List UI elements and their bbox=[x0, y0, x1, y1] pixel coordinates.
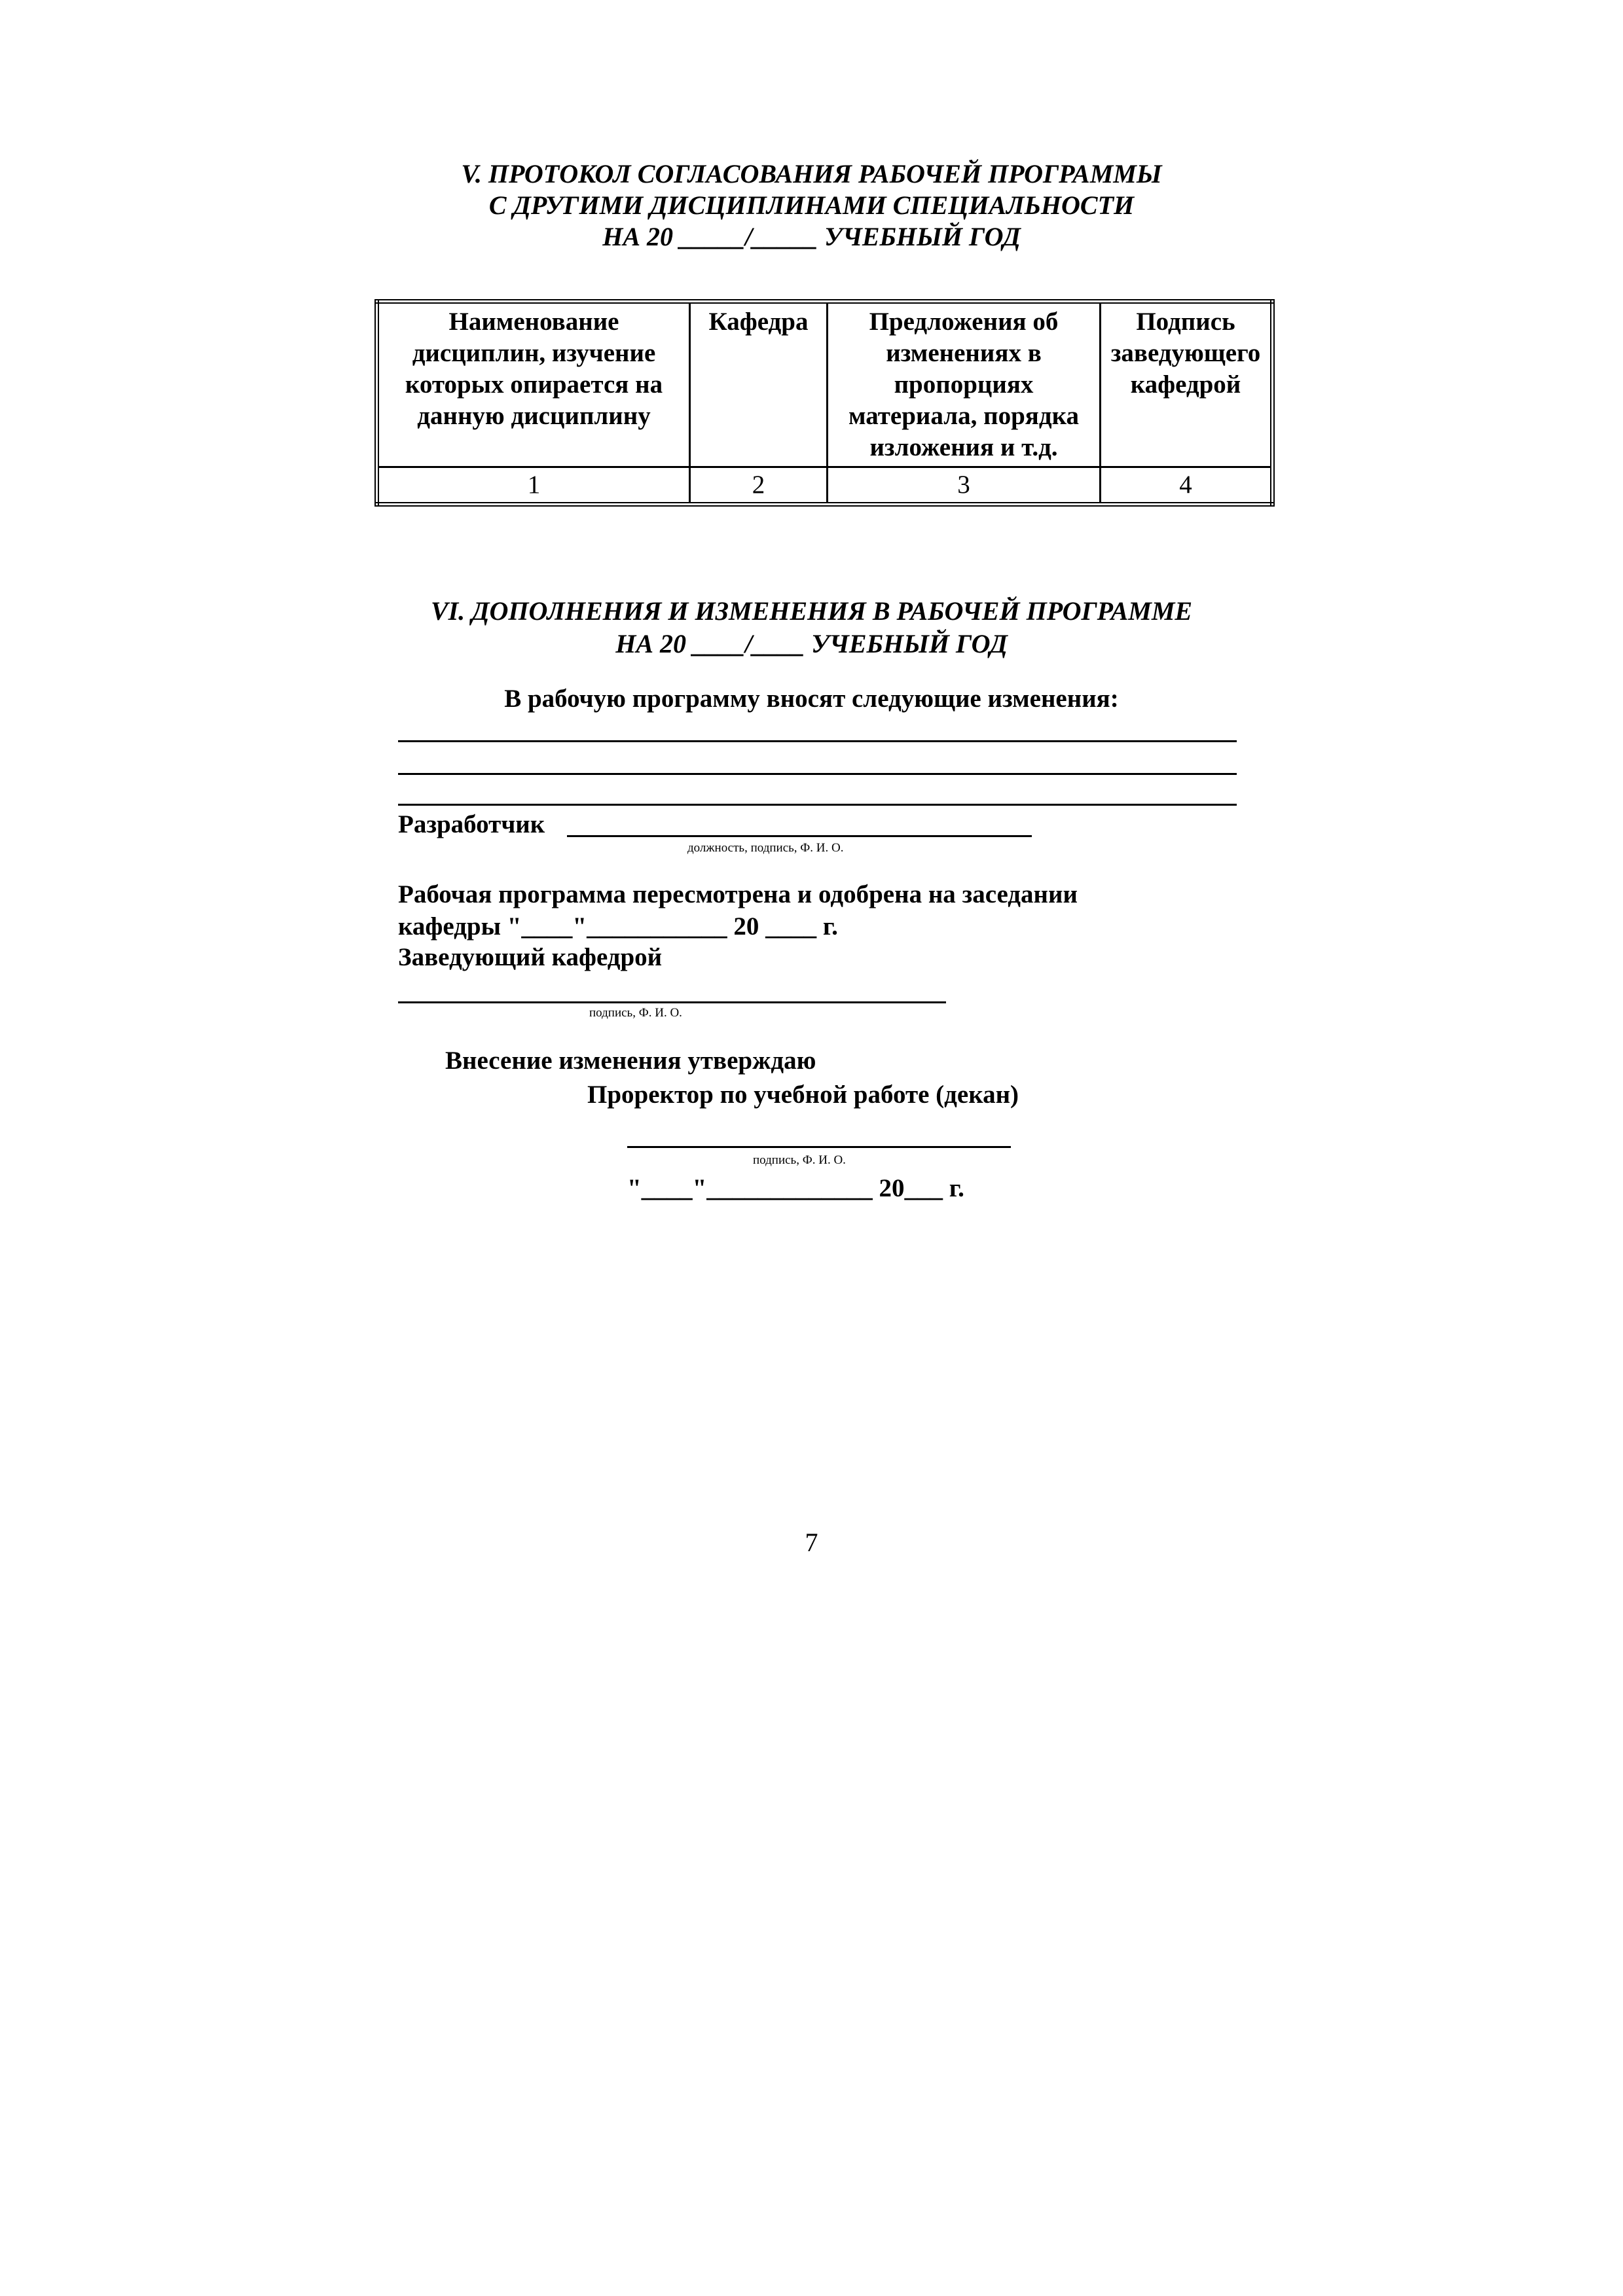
column-number: 2 bbox=[690, 467, 828, 505]
header-department: Кафедра bbox=[690, 302, 828, 467]
changes-line[interactable] bbox=[398, 773, 1237, 775]
column-number: 4 bbox=[1101, 467, 1273, 505]
approved-line2: кафедры "____"___________ 20 ____ г. bbox=[398, 912, 838, 941]
header-proposals: Предложения об изменениях в пропорциях материала, порядка изложения и т.д. bbox=[828, 302, 1101, 467]
header-disciplines: Наименование дисциплин, изучение которых опирается на данную дисциплину bbox=[377, 302, 690, 467]
confirm-label: Внесение изменения утверждаю bbox=[445, 1047, 816, 1075]
section6-title-line2: НА 20 ____/____ УЧЕБНЫЙ ГОД bbox=[615, 629, 1008, 658]
approved-line1: Рабочая программа пересмотрена и одобрена на заседании bbox=[398, 880, 1078, 908]
prorector-signature-line[interactable] bbox=[627, 1146, 1011, 1148]
prorector-label: Проректор по учебной работе (декан) bbox=[587, 1081, 1019, 1109]
section5-title-line3: НА 20 _____/_____ УЧЕБНЫЙ ГОД bbox=[602, 222, 1021, 251]
prorector-caption: подпись, Ф. И. О. bbox=[753, 1153, 846, 1167]
section5-title-line1: V. ПРОТОКОЛ СОГЛАСОВАНИЯ РАБОЧЕЙ ПРОГРАММЫ bbox=[461, 159, 1162, 188]
head-caption: подпись, Ф. И. О. bbox=[589, 1006, 682, 1020]
developer-label: Разработчик bbox=[398, 810, 545, 838]
developer-caption: должность, подпись, Ф. И. О. bbox=[687, 841, 844, 855]
section5-title-line2: С ДРУГИМИ ДИСЦИПЛИНАМИ СПЕЦИАЛЬНОСТИ bbox=[488, 190, 1135, 220]
changes-intro: В рабочую программу вносят следующие изменения: bbox=[504, 685, 1119, 713]
column-number: 1 bbox=[377, 467, 690, 505]
changes-line[interactable] bbox=[398, 804, 1237, 806]
column-number: 3 bbox=[828, 467, 1101, 505]
changes-line[interactable] bbox=[398, 740, 1237, 742]
section6-title-line1: VI. ДОПОЛНЕНИЯ И ИЗМЕНЕНИЯ В РАБОЧЕЙ ПРОГРАММЕ bbox=[430, 596, 1193, 626]
head-label: Заведующий кафедрой bbox=[398, 943, 663, 971]
date-line: "____"_____________ 20___ г. bbox=[627, 1174, 964, 1202]
agreement-table bbox=[374, 299, 1275, 507]
developer-signature-line[interactable] bbox=[567, 835, 1032, 837]
header-signature: Подпись заведующего кафедрой bbox=[1101, 302, 1273, 467]
head-signature-line[interactable] bbox=[398, 1001, 946, 1003]
page-number: 7 bbox=[805, 1528, 818, 1557]
